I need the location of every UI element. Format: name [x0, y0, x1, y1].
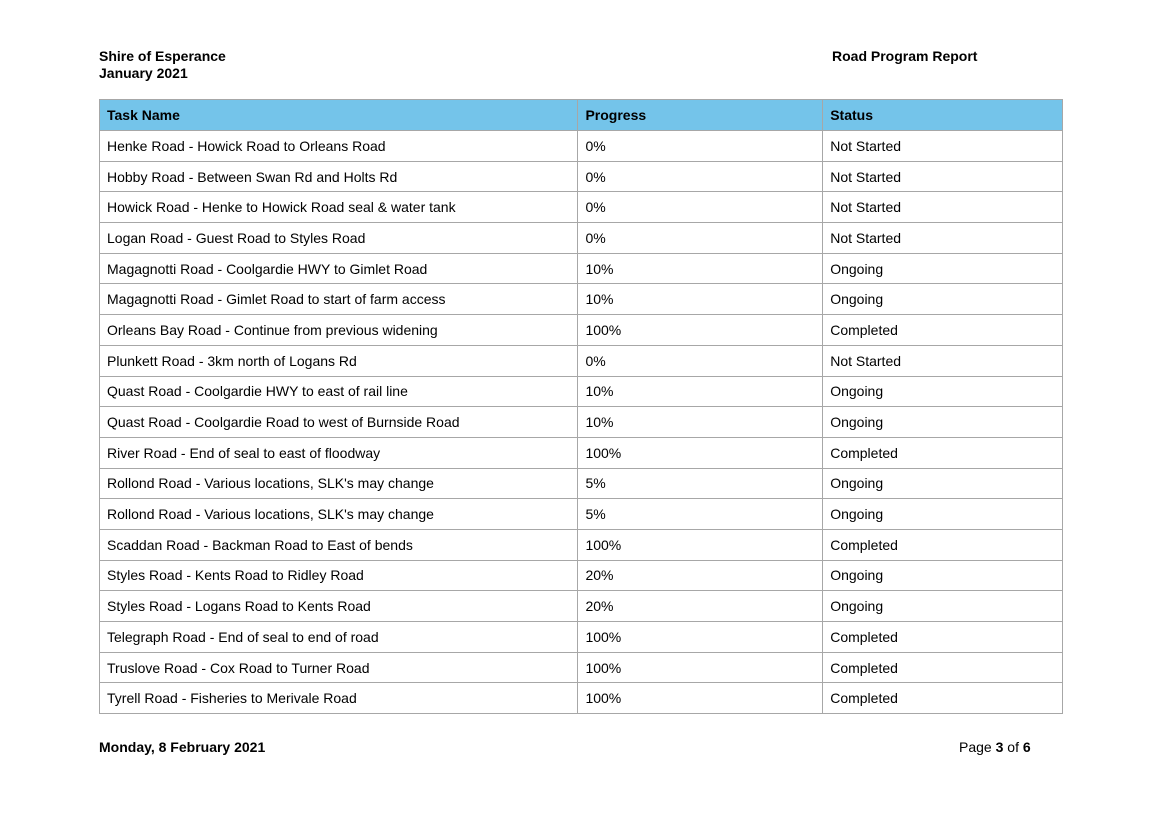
table-row	[100, 560, 1063, 591]
progress-cell: 0%	[578, 223, 823, 254]
progress-cell: 10%	[578, 284, 823, 315]
status-cell: Ongoing	[823, 499, 1063, 530]
task-name-cell: Quast Road - Coolgardie HWY to east of rail line	[100, 376, 578, 407]
status-cell: Completed	[823, 683, 1063, 714]
organisation-name: Shire of Esperance	[99, 48, 226, 64]
status-cell: Ongoing	[823, 560, 1063, 591]
progress-cell: 100%	[578, 622, 823, 653]
report-period: January 2021	[99, 65, 188, 81]
report-header-left	[99, 48, 226, 82]
task-name-cell: Rollond Road - Various locations, SLK's may change	[100, 499, 578, 530]
table-row	[100, 315, 1063, 346]
page-number	[959, 739, 1031, 755]
table-row	[100, 253, 1063, 284]
task-name-cell: River Road - End of seal to east of floodway	[100, 437, 578, 468]
status-cell: Ongoing	[823, 284, 1063, 315]
table-body	[100, 131, 1063, 714]
table-row	[100, 131, 1063, 162]
progress-cell: 100%	[578, 683, 823, 714]
table-row	[100, 652, 1063, 683]
table-row	[100, 529, 1063, 560]
progress-cell: 20%	[578, 560, 823, 591]
status-cell: Completed	[823, 622, 1063, 653]
report-title: Road Program Report	[832, 48, 978, 64]
task-name-cell: Quast Road - Coolgardie Road to west of Burnside Road	[100, 407, 578, 438]
report-date: Monday, 8 February 2021	[99, 739, 266, 755]
task-name-cell: Magagnotti Road - Coolgardie HWY to Gimlet Road	[100, 253, 578, 284]
progress-cell: 10%	[578, 407, 823, 438]
table-row	[100, 591, 1063, 622]
progress-cell: 100%	[578, 315, 823, 346]
task-name-cell: Scaddan Road - Backman Road to East of bends	[100, 529, 578, 560]
status-cell: Not Started	[823, 161, 1063, 192]
status-cell: Ongoing	[823, 591, 1063, 622]
status-cell: Not Started	[823, 192, 1063, 223]
status-cell: Completed	[823, 437, 1063, 468]
table-row	[100, 192, 1063, 223]
column-header-status: Status	[823, 100, 1063, 131]
status-cell: Not Started	[823, 131, 1063, 162]
status-cell: Not Started	[823, 223, 1063, 254]
task-name-cell: Rollond Road - Various locations, SLK's may change	[100, 468, 578, 499]
progress-cell: 20%	[578, 591, 823, 622]
task-name-cell: Tyrell Road - Fisheries to Merivale Road	[100, 683, 578, 714]
progress-cell: 10%	[578, 376, 823, 407]
table-row	[100, 468, 1063, 499]
status-cell: Ongoing	[823, 376, 1063, 407]
page-word: Page	[959, 739, 992, 755]
progress-cell: 100%	[578, 437, 823, 468]
progress-cell: 0%	[578, 345, 823, 376]
table-row	[100, 683, 1063, 714]
status-cell: Completed	[823, 315, 1063, 346]
page-total: 6	[1022, 739, 1031, 755]
progress-cell: 5%	[578, 468, 823, 499]
status-cell: Completed	[823, 652, 1063, 683]
table-row	[100, 407, 1063, 438]
road-program-table	[99, 99, 1063, 714]
task-name-cell: Howick Road - Henke to Howick Road seal & water tank	[100, 192, 578, 223]
progress-cell: 5%	[578, 499, 823, 530]
page-current: 3	[995, 739, 1004, 755]
progress-cell: 10%	[578, 253, 823, 284]
task-name-cell: Plunkett Road - 3km north of Logans Rd	[100, 345, 578, 376]
table-row	[100, 284, 1063, 315]
table-row	[100, 437, 1063, 468]
column-header-task-name: Task Name	[100, 100, 578, 131]
task-name-cell: Telegraph Road - End of seal to end of road	[100, 622, 578, 653]
status-cell: Ongoing	[823, 468, 1063, 499]
status-cell: Completed	[823, 529, 1063, 560]
table-row	[100, 499, 1063, 530]
task-name-cell: Truslove Road - Cox Road to Turner Road	[100, 652, 578, 683]
task-name-cell: Hobby Road - Between Swan Rd and Holts Rd	[100, 161, 578, 192]
task-name-cell: Orleans Bay Road - Continue from previous widening	[100, 315, 578, 346]
table-row	[100, 161, 1063, 192]
table-header-row	[100, 100, 1063, 131]
status-cell: Ongoing	[823, 253, 1063, 284]
task-name-cell: Styles Road - Kents Road to Ridley Road	[100, 560, 578, 591]
status-cell: Not Started	[823, 345, 1063, 376]
progress-cell: 0%	[578, 161, 823, 192]
progress-cell: 0%	[578, 131, 823, 162]
table-row	[100, 622, 1063, 653]
progress-cell: 100%	[578, 529, 823, 560]
task-name-cell: Magagnotti Road - Gimlet Road to start of farm access	[100, 284, 578, 315]
progress-cell: 100%	[578, 652, 823, 683]
page-of: of	[1007, 739, 1019, 755]
task-name-cell: Styles Road - Logans Road to Kents Road	[100, 591, 578, 622]
table-row	[100, 345, 1063, 376]
status-cell: Ongoing	[823, 407, 1063, 438]
table-row	[100, 223, 1063, 254]
column-header-progress: Progress	[578, 100, 823, 131]
progress-cell: 0%	[578, 192, 823, 223]
table-row	[100, 376, 1063, 407]
task-name-cell: Henke Road - Howick Road to Orleans Road	[100, 131, 578, 162]
task-name-cell: Logan Road - Guest Road to Styles Road	[100, 223, 578, 254]
